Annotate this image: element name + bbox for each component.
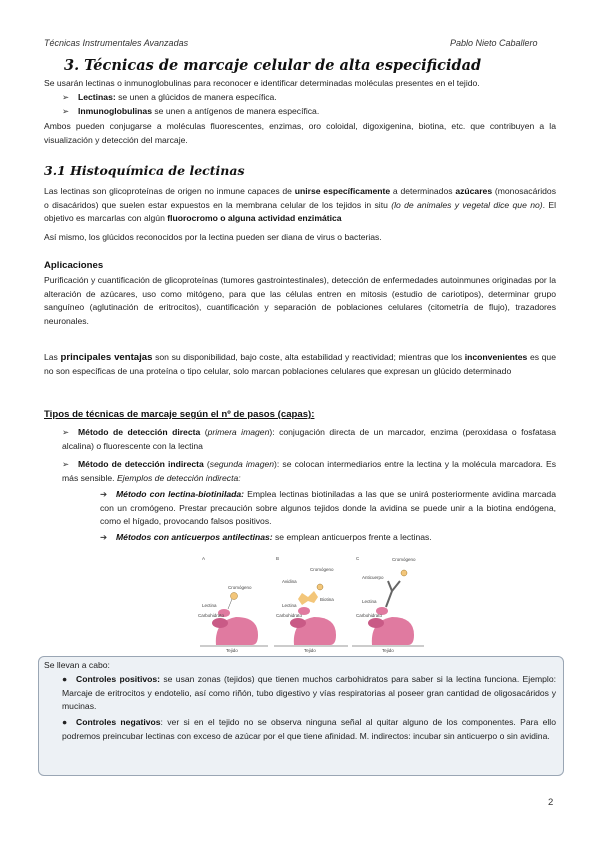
figure-panel-c bbox=[352, 556, 424, 653]
figure-panel-b bbox=[274, 556, 348, 653]
svg-text:Tejido: Tejido bbox=[226, 648, 238, 653]
intro-item-term: Inmunoglobulinas bbox=[78, 106, 152, 116]
intro-item-inmunoglobulinas bbox=[62, 105, 319, 119]
svg-text:Lectina: Lectina bbox=[202, 603, 217, 608]
advantages-paragraph: Las principales ventajas son su disponibilidad, bajo coste, alta estabilidad y reactividad; mientras que los inconvenientes es que no son específicas de una proteína o tipo celular, solo marcan poblaciones celulares que expresan un glúcido determinado bbox=[44, 352, 556, 376]
intro-item-text: se unen a glúcidos de manera específica. bbox=[115, 92, 277, 102]
type-item-indirect: ➢ Método de detección indirecta (segunda imagen): se colocan intermediarios entre la lectina y la molécula marcadora. Es más sensible. Ejemplos de detección indirecta: bbox=[62, 459, 557, 483]
intro-item-text: se unen a antígenos de manera específica. bbox=[152, 106, 320, 116]
header-left: Técnicas Instrumentales Avanzadas bbox=[44, 38, 189, 48]
arrow-right-icon: ➔ bbox=[100, 489, 108, 499]
avidin bbox=[298, 591, 318, 605]
types-heading: Tipos de técnicas de marcaje según el nº de pasos (capas): bbox=[44, 409, 315, 420]
applications-paragraph: Purificación y cuantificación de glicoproteínas (tumores gastrointestinales), detección de enfermedades autoinmunes originadas por la alteración de azúcares, uso como mitógeno, para que las células entren en mitosis (estudio de cariotipos), determinar grupo sanguíneo (aglutinación de eritrocitos), cuantificación y separación de poblaciones celulares (citometría de flujo), trazadores neuronales. bbox=[44, 275, 556, 326]
svg-text:Avidina: Avidina bbox=[282, 579, 297, 584]
control-item-positive: ● Controles positivos: se usan zonas (tejidos) que tienen muchos carbohidratos para saber si la lectina funciona. Ejemplo: Marcaje de eritrocitos y endotelio, así como riñón, tubo digestivo y vías respiratorias al poseer gran cantidad de oligosacáridos y mucinas. bbox=[62, 674, 556, 712]
figure-panel-a bbox=[198, 556, 268, 653]
carbohydrate bbox=[212, 618, 228, 628]
arrow-icon: ➢ bbox=[62, 106, 70, 116]
arrow-right-icon: ➔ bbox=[100, 532, 108, 542]
svg-text:Biotina: Biotina bbox=[320, 597, 334, 602]
chromogen bbox=[401, 570, 407, 576]
arrow-icon: ➢ bbox=[62, 459, 70, 469]
svg-text:Carbohidrato: Carbohidrato bbox=[198, 613, 225, 618]
chromogen bbox=[231, 593, 238, 600]
arrow-icon: ➢ bbox=[62, 427, 70, 437]
bullet-icon: ● bbox=[62, 717, 68, 727]
svg-text:Anticuerpo: Anticuerpo bbox=[362, 575, 384, 580]
carbohydrate bbox=[290, 618, 306, 628]
bullet-icon: ● bbox=[62, 674, 68, 684]
control-item-negative: ● Controles negativos: ver si en el tejido no se observa ninguna señal al quitar alguno de los componentes. Para ello podremos preincubar lectinas con exceso de azúcar por el que tiene afinidad. M. indirectos: incubar sin anticuerpo o sin avidina. bbox=[62, 717, 556, 741]
svg-text:Tejido: Tejido bbox=[304, 648, 316, 653]
intro-paragraph: Se usarán lectinas o inmunoglobulinas para reconocer e identificar determinadas moléculas presentes en el tejido. bbox=[44, 78, 480, 88]
arrow-icon: ➢ bbox=[62, 92, 70, 102]
subtype-item-antilectin: ➔ Métodos con anticuerpos antilectinas: se emplean anticuerpos frente a lectinas. bbox=[100, 531, 556, 545]
panel-letter: A bbox=[202, 556, 206, 561]
controls-intro: Se llevan a cabo: bbox=[44, 660, 110, 670]
header-right: Pablo Nieto Caballero bbox=[450, 38, 538, 48]
svg-text:Lectina: Lectina bbox=[362, 599, 377, 604]
svg-text:Carbohidrato: Carbohidrato bbox=[356, 613, 383, 618]
svg-text:Carbohidrato: Carbohidrato bbox=[276, 613, 303, 618]
svg-text:Cromógeno: Cromógeno bbox=[310, 567, 334, 572]
svg-text:Cromógeno: Cromógeno bbox=[392, 557, 416, 562]
section-heading: 3.1 Histoquímica de lectinas bbox=[44, 163, 245, 178]
antibody bbox=[386, 581, 400, 607]
chromogen bbox=[317, 584, 323, 590]
carbohydrate bbox=[368, 618, 384, 628]
section-paragraph-1: Las lectinas son glicoproteínas de origen no inmune capaces de unirse específicamente a determinados azúcares (monosacáridos o disacáridos) que suelen estar expuestos en la membrana celular de los tejidos in situ (lo de animales y vegetal dice que no). El objetivo es marcarlas con algún fluorocromo o alguna actividad enzimática bbox=[44, 186, 557, 224]
section-paragraph-2: Así mismo, los glúcidos reconocidos por la lectina pueden ser diana de virus o bacterias. bbox=[44, 232, 382, 242]
subtype-item-biotin: ➔ Método con lectina-biotinilada: Emplea lectinas biotiniladas a las que se unirá posteriormente avidina marcada con un cromógeno. Prestar precaución sobre algunos tejidos donde la avidina se puede unir a la biotina endógena, como el hígado, provocando falsos positivos. bbox=[100, 489, 556, 527]
svg-text:Tejido: Tejido bbox=[382, 648, 394, 653]
applications-heading: Aplicaciones bbox=[44, 260, 104, 271]
intro-item-lectinas bbox=[62, 91, 277, 105]
intro-item-term: Lectinas: bbox=[78, 92, 116, 102]
lectin-methods-figure bbox=[196, 551, 426, 655]
type-item-direct: ➢ Método de detección directa (primera imagen): conjugación directa de un marcador, enzima (peroxidasa o fosfatasa alcalina) o fluorescente con la lectina bbox=[62, 427, 556, 451]
svg-text:Lectina: Lectina bbox=[282, 603, 297, 608]
page-number: 2 bbox=[548, 797, 554, 808]
page-title: 3. Técnicas de marcaje celular de alta especificidad bbox=[64, 57, 482, 74]
panel-letter: B bbox=[276, 556, 280, 561]
panel-letter: C bbox=[356, 556, 360, 561]
intro-paragraph-2: Ambos pueden conjugarse a moléculas fluorescentes, enzimas, oro coloidal, digoxigenina, biotina, etc. que contribuyen a la visualización y detección del marcaje. bbox=[44, 121, 556, 145]
svg-text:Cromógeno: Cromógeno bbox=[228, 585, 252, 590]
